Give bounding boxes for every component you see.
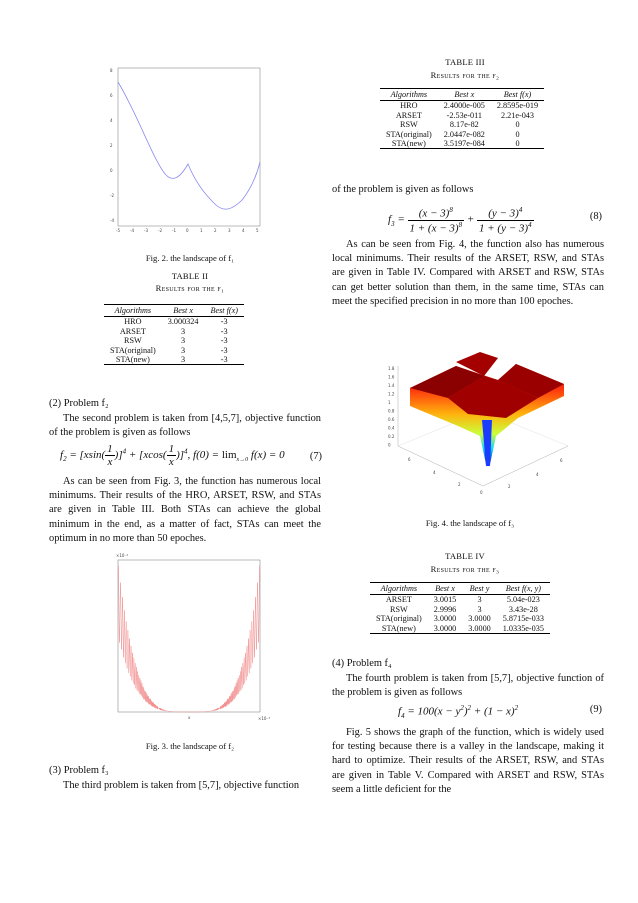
x-tick-label: -3 — [144, 228, 148, 233]
table-header: Best x — [162, 305, 205, 317]
table-4-title: Results for the f₃ — [430, 564, 500, 574]
figure-3-exp-top: ×10⁻⁴ — [116, 553, 129, 558]
z-tick-label: 0.8 — [388, 408, 395, 414]
table-row — [104, 355, 244, 365]
table-cell: 3 — [181, 345, 186, 355]
figure-2 — [108, 60, 268, 240]
x-tick-label: 2 — [214, 228, 217, 233]
equation-9-number: (9) — [589, 704, 602, 715]
table-cell: 5.8715e-033 — [502, 614, 544, 624]
table-row — [370, 595, 550, 605]
table-cell: 2.21e-043 — [501, 110, 534, 120]
x-tick-label: 0 — [186, 228, 189, 233]
table-cell: 8.17e-82 — [449, 120, 479, 130]
table-cell: 3.0000 — [433, 623, 457, 633]
f2-curve — [118, 566, 260, 712]
table-row — [104, 346, 244, 355]
y-tick-label: 8 — [110, 68, 113, 73]
table-header: Best x — [428, 583, 463, 595]
table-cell: 0 — [515, 139, 520, 149]
table-cell: RSW — [123, 336, 142, 346]
figure-2-plot — [108, 60, 268, 240]
table-3-label: TABLE III — [445, 57, 485, 67]
table-cell: STA(new) — [115, 355, 150, 365]
table-header: Best y — [462, 583, 497, 595]
y-tick-label: 4 — [110, 118, 113, 123]
table-header: Algorithms — [380, 89, 438, 101]
figure-4-caption: Fig. 4. the landscape of f₃ — [425, 518, 515, 528]
figure-3-xlabel: x — [188, 715, 191, 720]
x-tick-label: -4 — [130, 228, 134, 233]
table-cell: 3 — [477, 604, 482, 614]
problem-3-discussion: As can be seen from Fig. 4, the function also has numerous local minimums. Their results of the ARSET, RSW, and STAs are given in Table IV. Compared with ARSET and RSW, STAs can get better solution than them, in the same time, STAs can meet the specified precision in no more than 100 epoches. — [332, 239, 604, 307]
problem-2-text: The second problem is taken from [4,5,7], objective function of the problem is given as follows — [49, 413, 321, 439]
table-cell: 3.000324 — [167, 317, 199, 327]
f1-curve — [118, 82, 260, 209]
problem-3-continued: of the problem is given as follows — [332, 184, 474, 195]
table-header: Algorithms — [104, 305, 162, 317]
z-tick-label: 1.6 — [388, 374, 395, 380]
table-header: Algorithms — [370, 583, 428, 595]
svg-text:2: 2 — [458, 482, 461, 487]
equation-8-number: (8) — [589, 211, 602, 222]
x-tick-label: 4 — [242, 228, 245, 233]
svg-text:4: 4 — [536, 472, 539, 477]
x-tick-label: -1 — [172, 228, 176, 233]
z-tick-label: 0.6 — [388, 417, 395, 422]
figure-2-caption: Fig. 2. the landscape of f₁ — [145, 253, 235, 263]
table-row — [380, 111, 544, 120]
y-tick-label: -4 — [110, 218, 114, 223]
problem-4-discussion: Fig. 5 shows the graph of the function, which is widely used for testing because there is a valley in the landscape, making it hard to optimize. Their results of the ARSET, RSW, and STAs are given in Table V. Compared with ARSET and RSW, STAs seem a little deficient for the — [332, 727, 604, 795]
table-cell: 2.8595e-019 — [496, 101, 539, 111]
equation-7-number: (7) — [309, 451, 322, 462]
y-tick-label: -2 — [110, 193, 114, 198]
table-cell: 3 — [181, 336, 186, 346]
svg-text:4: 4 — [433, 470, 436, 475]
table-cell: 2.0447e-082 — [443, 129, 485, 139]
figure-3-caption: Fig. 3. the landscape of f₂ — [145, 741, 235, 751]
x-tick-label: -5 — [116, 228, 120, 233]
equation-8: $f_3$ = $\frac{(x - 3)^8}{1 + (x - 3)^8}$ + $\frac{(y - 3)^4}{1 + (y - 3)^4}$ (8) — [388, 206, 602, 235]
table-header: Best x — [438, 89, 491, 101]
table-cell: HRO — [124, 317, 142, 327]
equation-7: $f_2 = [xsin$( $\frac{1}{x}$ )]$^4$ + [xcos( $\frac{1}{x}$ )]$^4$, $f(0) = \lim_{x\to 0} f(x) = 0$ (7) — [60, 443, 322, 468]
problem-2-heading: (2) Problem f₂ — [49, 398, 109, 409]
z-tick-label: 0.2 — [388, 434, 395, 439]
table-cell: -3 — [220, 345, 228, 355]
problem-3-text: The third problem is taken from [5,7], objective function — [63, 780, 300, 791]
z-tick-label: 1.8 — [388, 366, 395, 371]
table-row — [370, 605, 550, 614]
table-row — [104, 327, 244, 336]
table-2-label: TABLE II — [171, 271, 209, 281]
table-cell: 0 — [515, 129, 520, 139]
y-tick-label: 0 — [110, 168, 113, 173]
table-cell: 3.5197e-084 — [443, 139, 485, 149]
figure-3 — [108, 548, 270, 723]
table-cell: 0 — [515, 120, 520, 130]
svg-text:0: 0 — [480, 490, 483, 495]
problem-4-text: The fourth problem is taken from [5,7], objective function of the problem is given as follows — [332, 673, 604, 699]
table-cell: -3 — [220, 336, 228, 346]
table-cell: 3.0015 — [433, 595, 457, 605]
table-row — [104, 336, 244, 345]
table-3 — [380, 88, 544, 149]
svg-text:6: 6 — [560, 458, 563, 463]
table-2 — [104, 304, 244, 365]
z-tick-label: 0 — [388, 442, 391, 448]
table-cell: 3.0000 — [433, 614, 457, 624]
table-cell: 3.43e-28 — [508, 604, 538, 614]
table-4 — [370, 582, 550, 634]
table-cell: STA(original) — [110, 345, 156, 355]
svg-text:6: 6 — [408, 457, 411, 462]
z-tick-label: 1.2 — [388, 391, 395, 397]
table-cell: 1.0335e-035 — [502, 623, 544, 633]
table-cell: ARSET — [119, 326, 146, 336]
figure-4-plot — [388, 336, 578, 501]
x-tick-label: 5 — [256, 228, 259, 233]
problem-3-heading: (3) Problem f₃ — [49, 765, 109, 776]
figure-3-plot — [108, 548, 270, 723]
table-row — [370, 614, 550, 623]
table-cell: 3.0000 — [468, 623, 491, 633]
z-tick-label: 1.4 — [388, 383, 395, 388]
table-header: Best f(x) — [491, 89, 544, 101]
problem-4-heading: (4) Problem f₄ — [332, 658, 392, 669]
table-row — [370, 624, 550, 634]
table-row — [380, 139, 544, 149]
table-cell: 3.0000 — [468, 614, 491, 624]
table-row — [380, 120, 544, 129]
table-cell: 3 — [477, 595, 482, 605]
x-tick-label: -2 — [158, 228, 162, 233]
table-header: Best f(x, y) — [497, 583, 550, 595]
table-cell: STA(new) — [391, 139, 426, 149]
x-tick-label: 3 — [228, 228, 231, 233]
svg-text:2: 2 — [508, 484, 511, 489]
table-cell: 2.9996 — [433, 604, 457, 614]
table-cell: -3 — [220, 326, 228, 336]
table-cell: -2.53e-011 — [446, 110, 483, 120]
x-tick-label: 1 — [200, 228, 203, 233]
table-cell: STA(original) — [386, 129, 432, 139]
z-tick-label: 0.4 — [388, 425, 395, 431]
y-tick-label: 2 — [110, 143, 113, 148]
table-3-title: Results for the f₂ — [430, 70, 500, 80]
table-cell: RSW — [399, 120, 418, 130]
table-row — [380, 101, 544, 111]
table-2-title: Results for the f₁ — [155, 283, 225, 293]
z-tick-label: 1 — [388, 400, 391, 405]
table-cell: 3 — [181, 355, 186, 365]
table-row — [104, 317, 244, 327]
table-cell: STA(original) — [376, 614, 422, 624]
table-cell: ARSET — [395, 110, 422, 120]
y-tick-label: 6 — [110, 93, 113, 98]
table-row — [380, 130, 544, 139]
problem-2-discussion: As can be seen from Fig. 3, the function has numerous local minimums. Their results of the HRO, ARSET, RSW, and STAs are given in Table III. Both STAs can achieve the global minimum in the end, as a matter of fact, STAs can meet the optimum in no more than 50 epoches. — [49, 476, 321, 544]
table-cell: -3 — [220, 317, 228, 327]
table-cell: STA(new) — [381, 623, 416, 633]
table-4-label: TABLE IV — [445, 551, 485, 561]
figure-4 — [388, 336, 578, 501]
table-cell: 3 — [181, 326, 186, 336]
table-cell: 5.04e-023 — [506, 595, 540, 605]
figure-3-exp-right: ×10⁻³ — [258, 716, 270, 721]
table-header: Best f(x) — [204, 305, 244, 317]
table-cell: -3 — [220, 355, 228, 365]
table-cell: HRO — [400, 101, 418, 111]
table-cell: RSW — [389, 604, 408, 614]
table-cell: 2.4000e-005 — [443, 101, 485, 111]
table-cell: ARSET — [385, 595, 412, 605]
